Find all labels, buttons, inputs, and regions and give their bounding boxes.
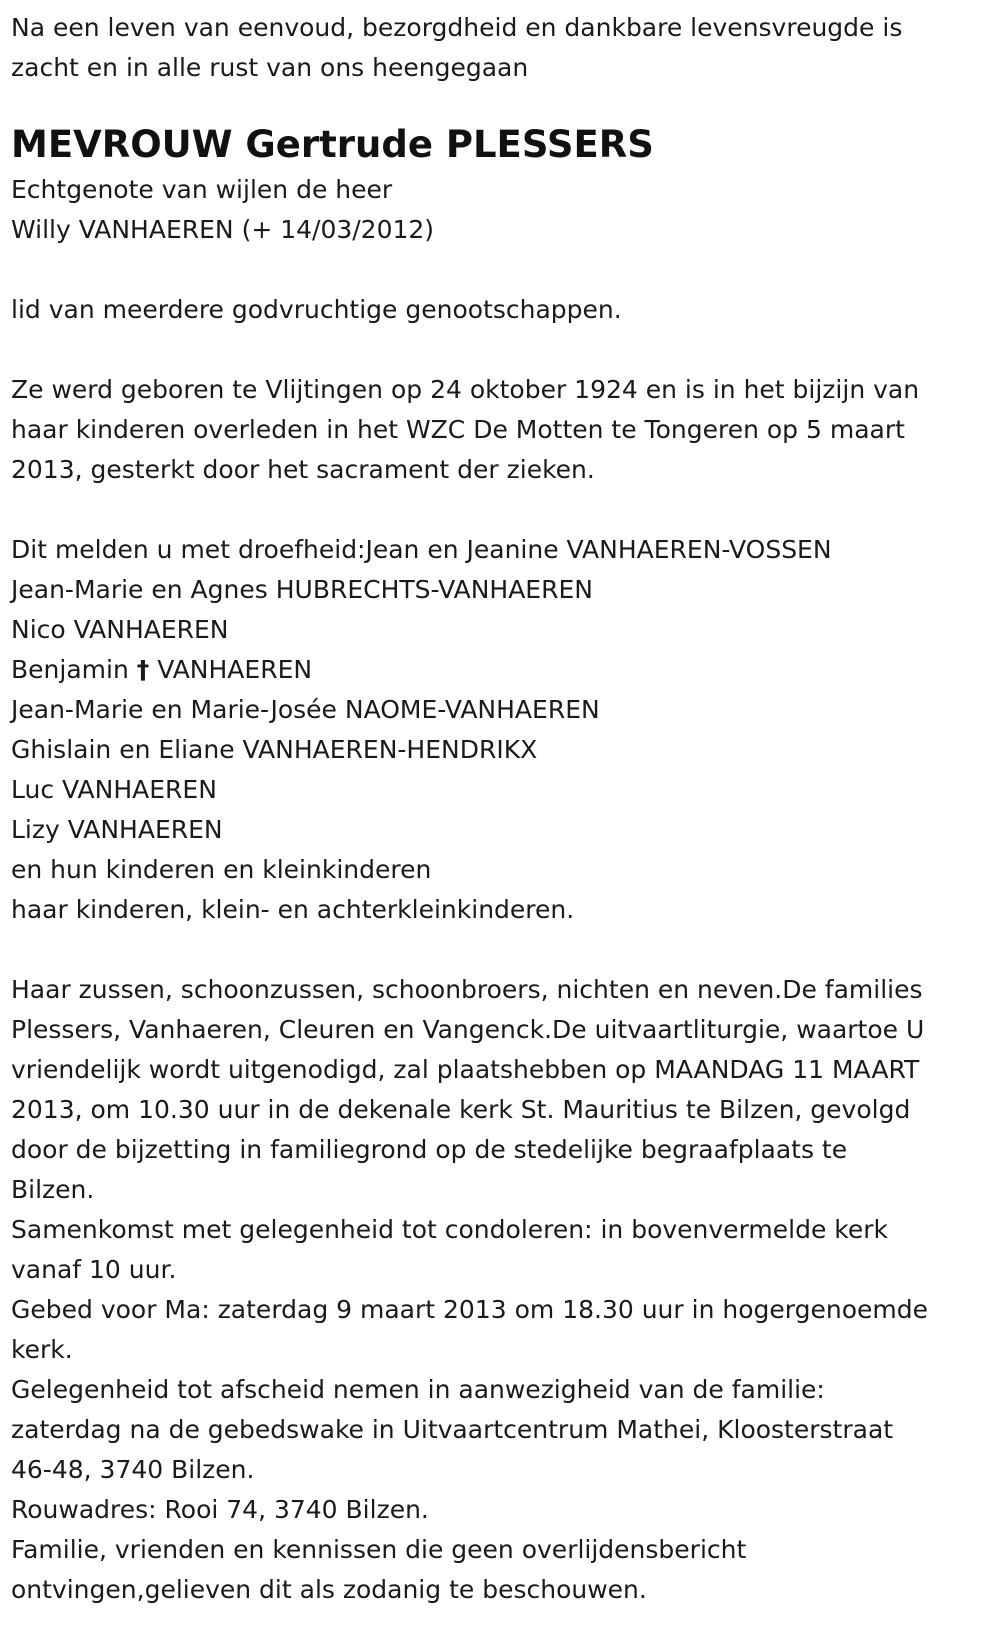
spacer [11, 490, 990, 530]
birth-death-line: 2013, gesterkt door het sacrament der zieken. [11, 455, 595, 484]
details-line: Samenkomst met gelegenheid tot condoleren: in bovenvermelde kerk [11, 1215, 889, 1244]
birth-death-paragraph [11, 370, 990, 490]
details-line: kerk. [11, 1335, 73, 1364]
intro-paragraph [11, 8, 990, 88]
details-line: 46-48, 3740 Bilzen. [11, 1455, 255, 1484]
details-line: vanaf 10 uur. [11, 1255, 177, 1284]
membership-paragraph [11, 290, 990, 330]
mourner-line: Lizy VANHAEREN [11, 815, 223, 844]
spacer [11, 250, 990, 290]
mourner-line: Jean-Marie en Agnes HUBRECHTS-VANHAEREN [11, 575, 593, 604]
mourner-line: Ghislain en Eliane VANHAEREN-HENDRIKX [11, 735, 538, 764]
details-line: zaterdag na de gebedswake in Uitvaartcentrum Mathei, Kloosterstraat [11, 1415, 894, 1444]
spacer [11, 930, 990, 970]
details-line: Gelegenheid tot afscheid nemen in aanwezigheid van de familie: [11, 1375, 825, 1404]
mourner-first-name: Benjamin [11, 655, 129, 684]
details-line: 2013, om 10.30 uur in de dekenale kerk St. Mauritius te Bilzen, gevolgd [11, 1095, 911, 1124]
details-line: Rouwadres: Rooi 74, 3740 Bilzen. [11, 1495, 429, 1524]
mourner-line: Dit melden u met droefheid:Jean en Jeanine VANHAEREN-VOSSEN [11, 535, 832, 564]
mourners-list [11, 530, 990, 930]
mourner-last-name: VANHAEREN [157, 655, 313, 684]
details-line: Plessers, Vanhaeren, Cleuren en Vangenck.De uitvaartliturgie, waartoe U [11, 1015, 925, 1044]
spouse-info [11, 170, 990, 250]
cross-icon: † [136, 655, 150, 684]
intro-line: Na een leven van eenvoud, bezorgdheid en dankbare levensvreugde is [11, 13, 903, 42]
mourner-line: Luc VANHAEREN [11, 775, 217, 804]
membership-line: lid van meerdere godvruchtige genootschappen. [11, 295, 622, 324]
spacer [11, 330, 990, 370]
funeral-details [11, 970, 990, 1610]
birth-death-line: haar kinderen overleden in het WZC De Motten te Tongeren op 5 maart [11, 415, 905, 444]
mourner-line: en hun kinderen en kleinkinderen [11, 855, 432, 884]
details-line: door de bijzetting in familiegrond op de stedelijke begraafplaats te [11, 1135, 848, 1164]
details-line: Bilzen. [11, 1175, 95, 1204]
spouse-line: Willy VANHAEREN (+ 14/03/2012) [11, 215, 435, 244]
mourner-line [11, 650, 990, 690]
details-line: Gebed voor Ma: zaterdag 9 maart 2013 om 18.30 uur in hogergenoemde [11, 1295, 928, 1324]
details-line: Familie, vrienden en kennissen die geen overlijdensbericht [11, 1535, 747, 1564]
mourner-line: haar kinderen, klein- en achterkleinkinderen. [11, 895, 575, 924]
mourner-line: Nico VANHAEREN [11, 615, 229, 644]
spouse-line: Echtgenote van wijlen de heer [11, 175, 393, 204]
details-line: Haar zussen, schoonzussen, schoonbroers, nichten en neven.De families [11, 975, 923, 1004]
details-line: vriendelijk wordt uitgenodigd, zal plaatshebben op MAANDAG 11 MAART [11, 1055, 920, 1084]
mourner-line: Jean-Marie en Marie-Josée NAOME-VANHAEREN [11, 695, 600, 724]
details-line: ontvingen,gelieven dit als zodanig te beschouwen. [11, 1575, 647, 1604]
intro-line: zacht en in alle rust van ons heengegaan [11, 53, 529, 82]
birth-death-line: Ze werd geboren te Vlijtingen op 24 oktober 1924 en is in het bijzijn van [11, 375, 920, 404]
deceased-name: MEVROUW Gertrude PLESSERS [11, 123, 654, 166]
